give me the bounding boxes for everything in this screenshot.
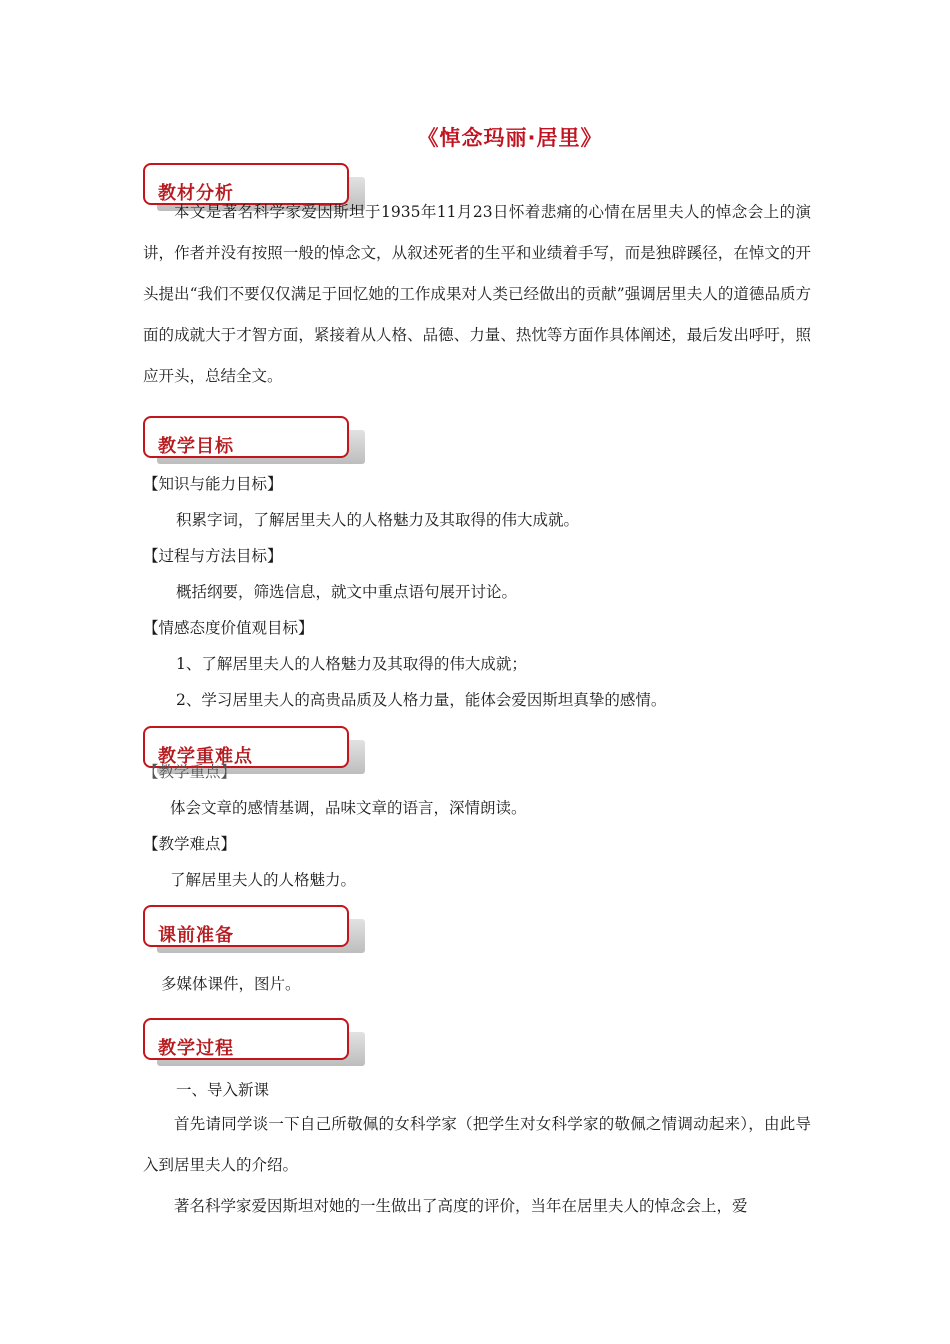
knowledge-goal-text: 积累字词，了解居里夫人的人格魅力及其取得的伟大成就。 bbox=[176, 511, 580, 529]
teaching-focus-text: 体会文章的感情基调，品味文章的语言，深情朗读。 bbox=[170, 799, 527, 817]
knowledge-goal-label: 【知识与能力目标】 bbox=[143, 475, 283, 493]
emotion-goal-item: 2、学习居里夫人的高贵品质及人格力量，能体会爱因斯坦真挚的感情。 bbox=[176, 691, 667, 709]
process-step-heading: 一、导入新课 bbox=[176, 1081, 270, 1099]
emotion-goal-label: 【情感态度价值观目标】 bbox=[143, 619, 314, 637]
section-heading-goals bbox=[143, 416, 365, 466]
process-goal-text: 概括纲要，筛选信息，就文中重点语句展开讨论。 bbox=[176, 583, 518, 601]
process-paragraph: 首先请同学谈一下自己所敬佩的女科学家（把学生对女科学家的敬佩之情调动起来），由此导入到居里夫人的介绍。 bbox=[143, 1115, 811, 1174]
teaching-difficulty-text: 了解居里夫人的人格魅力。 bbox=[170, 871, 357, 889]
heading-label: 教材分析 bbox=[158, 183, 234, 204]
prep-text: 多媒体课件，图片。 bbox=[161, 975, 301, 993]
analysis-paragraph: 本文是著名科学家爱因斯坦于1935年11月23日怀着悲痛的心情在居里夫人的悼念会上的演讲，作者并没有按照一般的悼念文，从叙述死者的生平和业绩着手写，而是独辟蹊径，在悼文的开头提出“我们不要仅仅满足于回忆她的工作成果对人类已经做出的贡献”强调居里夫人的道德品质方面的成就大于才智方面，紧接着从人格、品德、力量、热忱等方面作具体阐述，最后发出呼吁，照应开头，总结全文。 bbox=[143, 203, 811, 385]
heading-label: 教学过程 bbox=[158, 1038, 234, 1059]
document-title: 《悼念玛丽·居里》 bbox=[417, 126, 603, 150]
emotion-goal-item: 1、了解居里夫人的人格魅力及其取得的伟大成就； bbox=[176, 655, 527, 673]
teaching-focus-label: 【教学重点】 bbox=[143, 763, 237, 781]
process-goal-label: 【过程与方法目标】 bbox=[143, 547, 283, 565]
heading-label: 教学重难点 bbox=[158, 746, 253, 767]
process-paragraph: 著名科学家爱因斯坦对她的一生做出了高度的评价，当年在居里夫人的悼念会上，爱 bbox=[174, 1197, 748, 1215]
heading-label: 课前准备 bbox=[158, 925, 234, 946]
section-heading-process bbox=[143, 1018, 365, 1068]
teaching-difficulty-label: 【教学难点】 bbox=[143, 835, 237, 853]
heading-label: 教学目标 bbox=[158, 436, 234, 457]
section-heading-prep bbox=[143, 905, 365, 955]
